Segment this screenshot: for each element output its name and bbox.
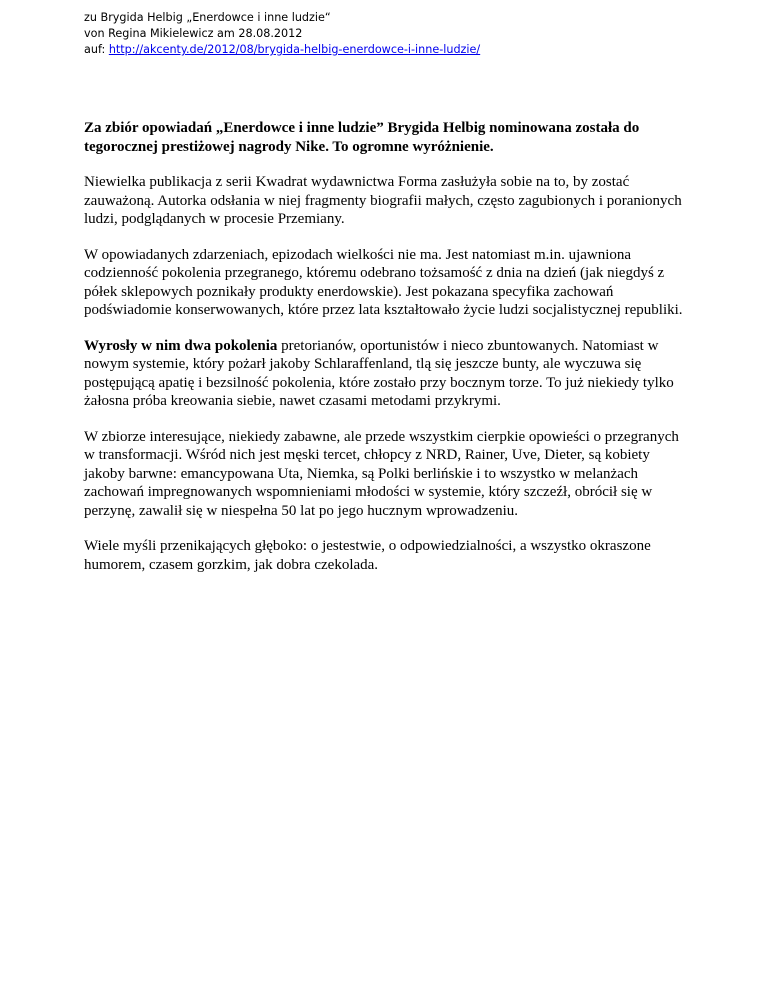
article-paragraph-4: W zbiorze interesujące, niekiedy zabawne, ale przede wszystkim cierpkie opowieści o przegranych w transformacji. Wśród nich jest męski tercet, chłopcy z NRD, Rainer, Uve, Dieter, są kobiety jakoby barwne: emancypowana Uta, Niemka, są Polki berlińskie i to wszystko w melanżach zachowań impregnowanych wspomnieniami młodości w systemie, który szczeźł, obrócił się w perzynę, zawalił się w niespełna 50 lat po jego hucznym wprowadzeniu. [84, 428, 679, 519]
header-author-line: von Regina Mikielewicz am 28.08.2012 [84, 27, 303, 40]
article-body [84, 119, 684, 591]
paragraph-3-text: pretorianów, oportunistów i nieco zbuntowanych. Natomiast w nowym systemie, który pożarł jakoby Schlaraffenland, tlą się jeszcze bunty, ale wyczuwa się postępującą apatię i bezsilność pokolenia, które zostało przy bocznym torze. To już niekiedy tylko żałosna próba kreowania siebie, nawet czasami metodami przykrymi. [84, 337, 674, 409]
article-paragraph-2: W opowiadanych zdarzeniach, epizodach wielkości nie ma. Jest natomiast m.in. ujawniona codzienność pokolenia przegranego, któremu odebrano tożsamość z dnia na dzień (jak niegdyś z półek sklepowych poznikały produkty enerdowskie). Jest pokazana specyfika zachowań podświadomie konserwowanych, które przez lata kształtowało życie ludzi socjalistycznej republiki. [84, 246, 683, 318]
article-lead: Za zbiór opowiadań „Enerdowce i inne ludzie” Brygida Helbig nominowana została do tegorocznej prestiżowej nagrody Nike. To ogromne wyróżnienie. [84, 120, 640, 155]
header-source-line [84, 42, 704, 58]
article-paragraph-5: Wiele myśli przenikających głęboko: o jestestwie, o odpowiedzialności, a wszystko okraszone humorem, czasem gorzkim, jak dobra czekolada. [84, 538, 651, 573]
source-link[interactable]: http://akcenty.de/2012/08/brygida-helbig-enerdowce-i-inne-ludzie/ [108, 43, 481, 56]
header-title-line: zu Brygida Helbig „Enerdowce i inne ludzie“ [84, 11, 331, 24]
header-source-label: auf: [84, 43, 109, 56]
article-paragraph-3 [84, 337, 684, 411]
paragraph-3-bold-phrase: Wyrosły w nim dwa pokolenia [84, 337, 278, 354]
article-paragraph-1: Niewielka publikacja z serii Kwadrat wydawnictwa Forma zasłużyła sobie na to, by zostać zauważoną. Autorka odsłania w niej fragmenty biografii małych, często zagubionych i poranionych ludzi, podglądanych w procesie Przemiany. [84, 174, 682, 227]
document-header [84, 10, 704, 58]
